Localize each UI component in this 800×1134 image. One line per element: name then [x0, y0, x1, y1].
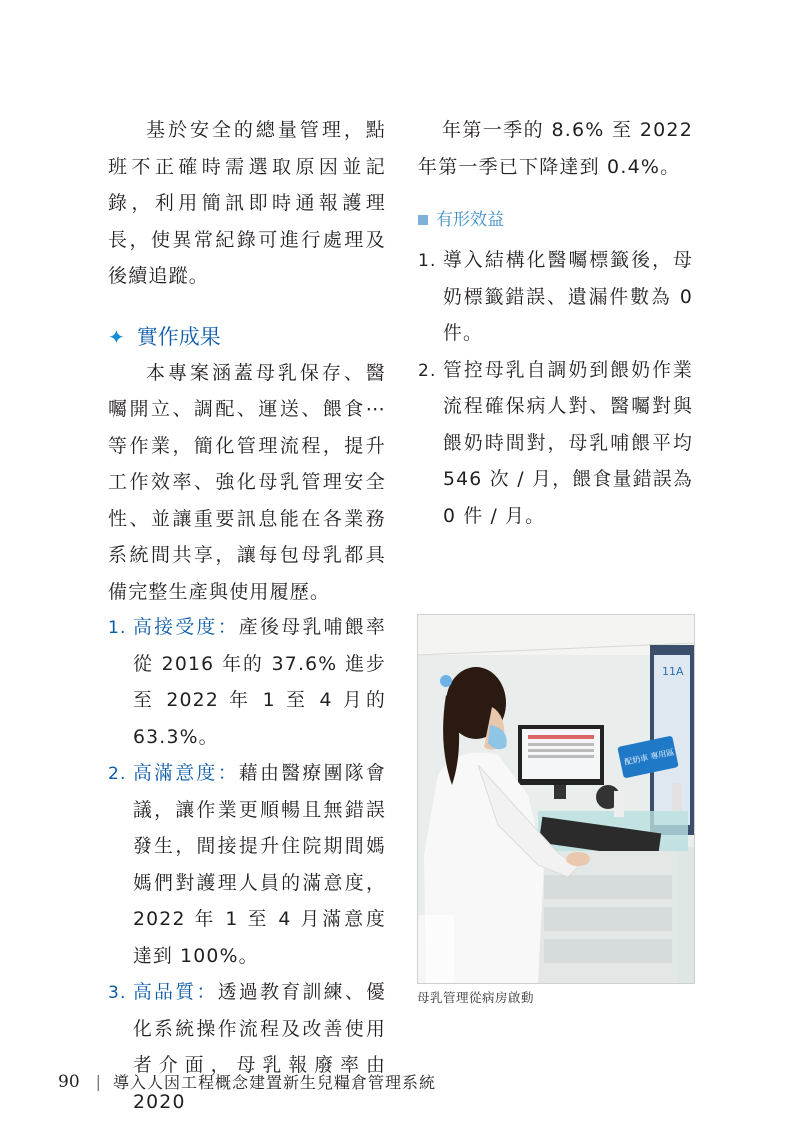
- footer-separator: |: [95, 1072, 102, 1091]
- subheading-text: 有形效益: [436, 210, 504, 230]
- list-item: [108, 756, 386, 975]
- footer-title: 導入人因工程概念建置新生兒糧倉管理系統: [113, 1073, 437, 1092]
- photo-caption: 母乳管理從病房啟動: [417, 990, 535, 1005]
- board-label: 11A: [662, 665, 684, 678]
- continuation-paragraph: 年第一季的 8.6% 至 2022 年第一季已下降達到 0.4%。: [418, 119, 693, 178]
- benefits-list: [418, 243, 693, 535]
- list-item-number: 2.: [108, 764, 127, 784]
- results-list: [108, 610, 386, 1121]
- intro-paragraph: 基於安全的總量管理，點班不正確時需選取原因並記錄，利用簡訊即時通報護理長，使異常紀錄可進行處理及後續追蹤。: [108, 119, 386, 287]
- list-item-head: 高滿意度：: [133, 763, 239, 784]
- page-footer: [58, 1070, 436, 1093]
- list-item-text: 管控母乳自調奶到餵奶作業流程確保病人對、醫囑對與餵奶時間對，母乳哺餵平均 546 次 / 月，餵食量錯誤為 0 件 / 月。: [443, 359, 693, 527]
- photo-illustration: [418, 615, 694, 983]
- list-item-text: 藉由醫療團隊會議，讓作業更順暢且無錯誤發生，間接提升住院期間媽媽們對護理人員的滿意度，2022 年 1 至 4 月滿意度達到 100%。: [133, 763, 387, 967]
- list-item: [418, 243, 693, 353]
- left-column: [108, 112, 386, 1121]
- list-item: [418, 353, 693, 536]
- list-item-number: 1.: [108, 618, 127, 638]
- list-item-head: 高接受度：: [133, 617, 239, 638]
- results-intro: 本專案涵蓋母乳保存、醫囑開立、調配、運送、餵食⋯等作業，簡化管理流程，提升工作效率、強化母乳管理安全性、並讓重要訊息能在各業務系統間共享，讓每包母乳都具備完整生產與使用履歷。: [108, 361, 386, 603]
- list-item-text: 導入結構化醫囑標籤後，母奶標籤錯誤、遺漏件數為 0 件。: [443, 250, 693, 344]
- star-icon: ✦: [108, 324, 125, 349]
- list-item-text: 透過教育訓練、優化系統操作流程及改善使用者介面，母乳報廢率由 2020: [133, 982, 386, 1113]
- cart-sign-text: 配奶車 專用區: [623, 747, 676, 767]
- page-number: 90: [58, 1071, 80, 1092]
- list-item-text: 產後母乳哺餵率從 2016 年的 37.6% 進步至 2022 年 1 至 4 月的 63.3%。: [133, 617, 387, 748]
- list-item: [108, 975, 386, 1121]
- list-item-number: 3.: [108, 983, 127, 1003]
- square-bullet-icon: [418, 215, 428, 225]
- list-item: [108, 610, 386, 756]
- section-title-text: 實作成果: [136, 324, 221, 349]
- list-item-number: 2.: [418, 360, 437, 381]
- nurse-workstation-photo: [417, 614, 695, 984]
- subheading: [418, 203, 693, 237]
- list-item-number: 1.: [418, 251, 437, 271]
- right-column: [418, 112, 693, 535]
- section-title: [108, 319, 386, 355]
- list-item-head: 高品質：: [133, 982, 218, 1003]
